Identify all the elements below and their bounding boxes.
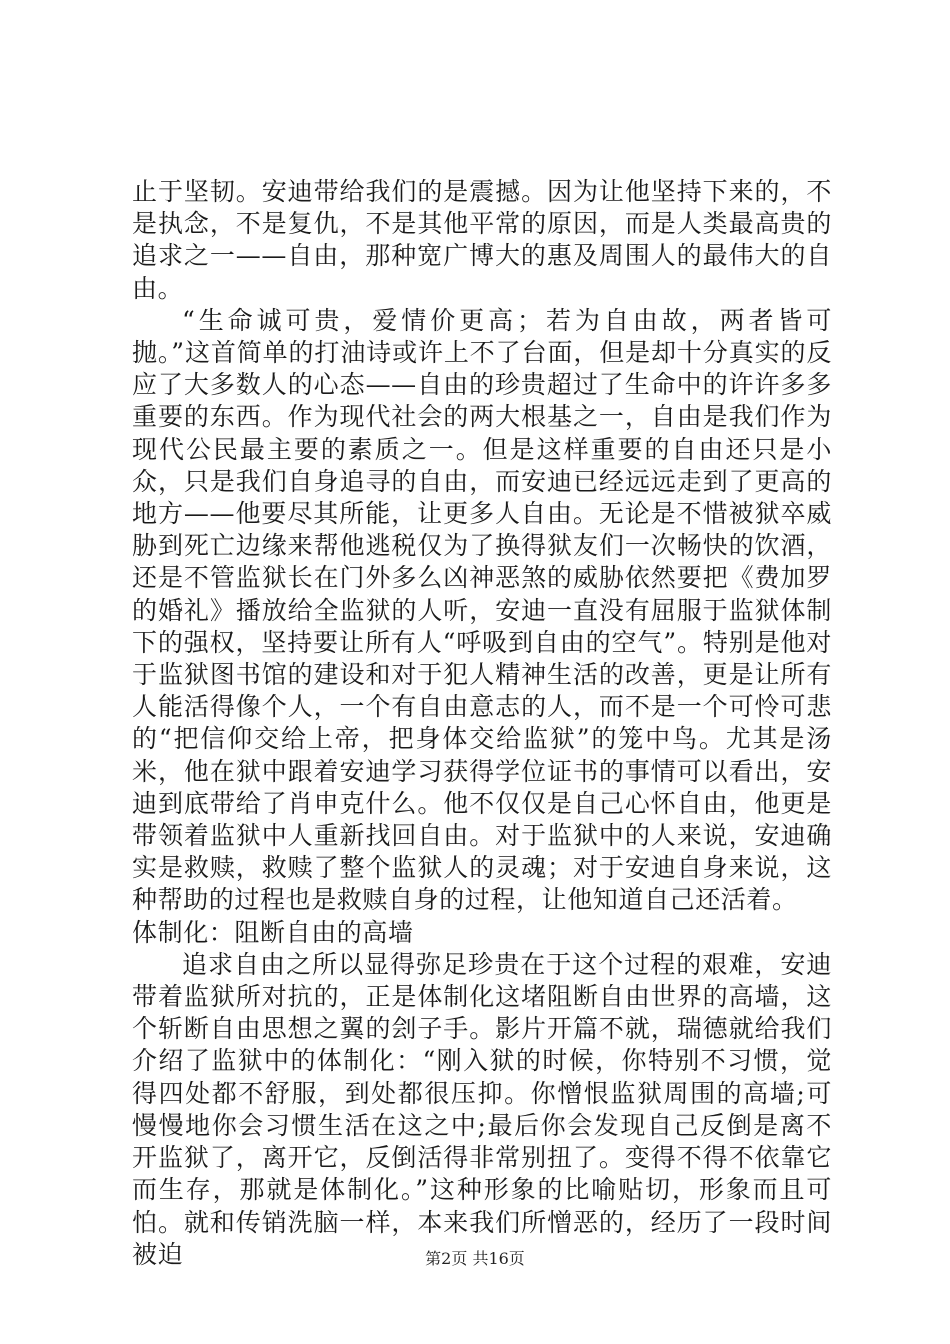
paragraph-continuation: 止于坚韧。安迪带给我们的是震撼。因为让他坚持下来的，不是执念，不是复仇，不是其他平常的原因，而是人类最高贵的追求之一——自由，那种宽广博大的惠及周围人的最伟大的自由。 bbox=[132, 177, 832, 303]
section-heading: 体制化：阻断自由的高墙 bbox=[132, 917, 414, 947]
document-body bbox=[132, 176, 832, 1271]
page-number-footer: 第2页 共16页 bbox=[425, 1249, 525, 1268]
paragraph-freedom: “生命诚可贵，爱情价更高；若为自由故，两者皆可抛。”这首简单的打油诗或许上不了台面，但是却十分真实的反应了大多数人的心态——自由的珍贵超过了生命中的许许多多重要的东西。作为现代社会的两大根基之一，自由是我们作为现代公民最主要的素质之一。但是这样重要的自由还只是小众，只是我们自身追寻的自由，而安迪已经远远走到了更高的地方——他要尽其所能，让更多人自由。无论是不惜被狱卒威胁到死亡边缘来帮他逃税仅为了换得狱友们一次畅快的饮酒，还是不管监狱长在门外多么凶神恶煞的威胁依然要把《费加罗的婚礼》播放给全监狱的人听，安迪一直没有屈服于监狱体制下的强权，坚持要让所有人“呼吸到自由的空气”。特别是他对于监狱图书馆的建设和对于犯人精神生活的改善，更是让所有人能活得像个人，一个有自由意志的人，而不是一个可怜可悲的“把信仰交给上帝，把身体交给监狱”的笼中鸟。尤其是汤米，他在狱中跟着安迪学习获得学位证书的事情可以看出，安迪到底带给了肖申克什么。他不仅仅是自己心怀自由，他更是带领着监狱中人重新找回自由。对于监狱中的人来说，安迪确实是救赎，救赎了整个监狱人的灵魂；对于安迪自身来说，这种帮助的过程也是救赎自身的过程，让他知道自己还活着。 bbox=[132, 305, 832, 915]
paragraph-institutionalization: 追求自由之所以显得弥足珍贵在于这个过程的艰难，安迪带着监狱所对抗的，正是体制化这堵阻断自由世界的高墙，这个斩断自由思想之翼的刽子手。影片开篇不就，瑞德就给我们介绍了监狱中的体制化：“刚入狱的时候，你特别不习惯，觉得四处都不舒服，到处都很压抑。你憎恨监狱周围的高墙;可慢慢地你会习惯生活在这之中;最后你会发现自己反倒是离不开监狱了，离开它，反倒活得非常别扭了。变得不得不依靠它而生存，那就是体制化。”这种形象的比喻贴切，形象而且可怕。就和传销洗脑一样，本来我们所憎恶的，经历了一段时间被迫 bbox=[132, 949, 832, 1269]
